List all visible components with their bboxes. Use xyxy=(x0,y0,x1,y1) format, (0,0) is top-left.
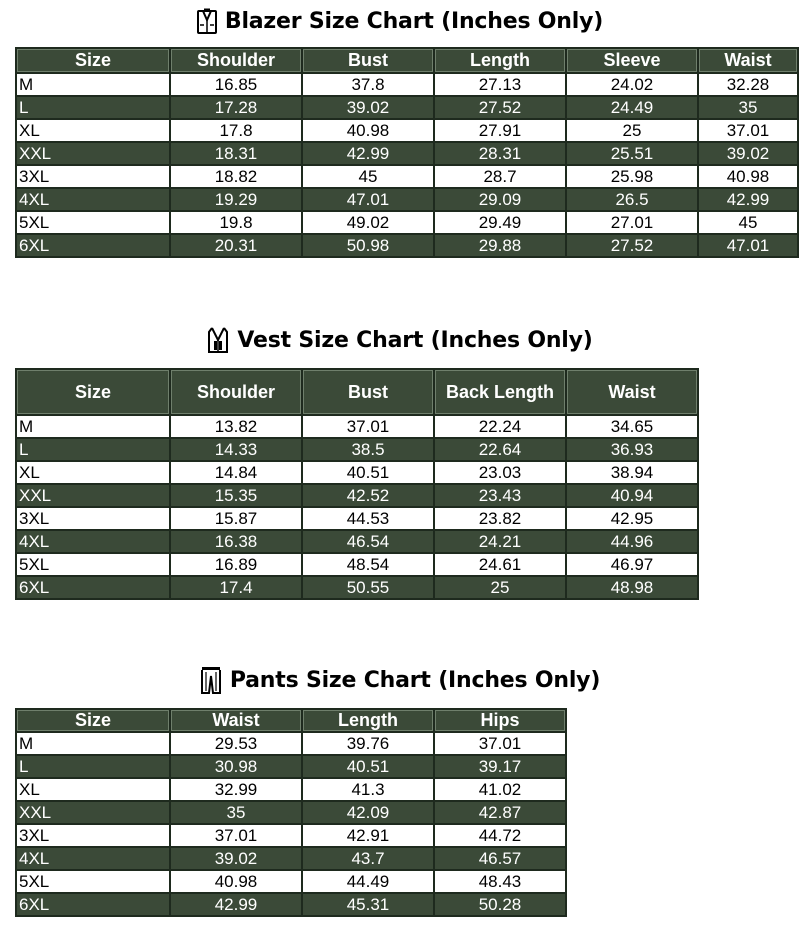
size-cell: M xyxy=(16,732,170,755)
measurement-cell: 44.49 xyxy=(302,870,434,893)
size-cell: 3XL xyxy=(16,165,170,188)
measurement-cell: 45 xyxy=(698,211,798,234)
column-header: Bust xyxy=(302,369,434,415)
size-cell: 3XL xyxy=(16,507,170,530)
measurement-cell: 25 xyxy=(434,576,566,599)
measurement-cell: 48.98 xyxy=(566,576,698,599)
table-row xyxy=(16,234,798,257)
measurement-cell: 35 xyxy=(698,96,798,119)
size-cell: XXL xyxy=(16,484,170,507)
size-cell: 4XL xyxy=(16,847,170,870)
column-header: Bust xyxy=(302,48,434,73)
measurement-cell: 16.38 xyxy=(170,530,302,553)
measurement-cell: 41.02 xyxy=(434,778,566,801)
header-row xyxy=(16,48,798,73)
measurement-cell: 39.17 xyxy=(434,755,566,778)
size-cell: 6XL xyxy=(16,893,170,916)
measurement-cell: 44.53 xyxy=(302,507,434,530)
measurement-cell: 15.35 xyxy=(170,484,302,507)
table-row xyxy=(16,732,566,755)
pants-chart-title xyxy=(0,664,800,696)
measurement-cell: 24.21 xyxy=(434,530,566,553)
column-header: Waist xyxy=(170,709,302,732)
blazer-title-text: Blazer Size Chart (Inches Only) xyxy=(224,8,604,34)
measurement-cell: 18.82 xyxy=(170,165,302,188)
measurement-cell: 29.49 xyxy=(434,211,566,234)
measurement-cell: 24.02 xyxy=(566,73,698,96)
measurement-cell: 40.98 xyxy=(698,165,798,188)
measurement-cell: 42.95 xyxy=(566,507,698,530)
size-cell: 6XL xyxy=(16,234,170,257)
column-header: Waist xyxy=(566,369,698,415)
measurement-cell: 27.01 xyxy=(566,211,698,234)
size-cell: 4XL xyxy=(16,530,170,553)
table-row xyxy=(16,461,698,484)
vest-icon xyxy=(207,326,229,354)
size-cell: L xyxy=(16,96,170,119)
column-header: Length xyxy=(434,48,566,73)
measurement-cell: 23.43 xyxy=(434,484,566,507)
measurement-cell: 37.01 xyxy=(302,415,434,438)
size-cell: 5XL xyxy=(16,553,170,576)
measurement-cell: 40.51 xyxy=(302,461,434,484)
size-cell: 5XL xyxy=(16,870,170,893)
vest-chart-title xyxy=(0,324,800,356)
pants-title-text: Pants Size Chart (Inches Only) xyxy=(229,667,601,693)
measurement-cell: 29.88 xyxy=(434,234,566,257)
measurement-cell: 15.87 xyxy=(170,507,302,530)
measurement-cell: 25.51 xyxy=(566,142,698,165)
table-row xyxy=(16,530,698,553)
measurement-cell: 37.01 xyxy=(170,824,302,847)
measurement-cell: 40.98 xyxy=(170,870,302,893)
table-row xyxy=(16,778,566,801)
blazer-icon xyxy=(197,8,217,34)
measurement-cell: 16.89 xyxy=(170,553,302,576)
measurement-cell: 22.64 xyxy=(434,438,566,461)
table-row xyxy=(16,824,566,847)
column-header: Size xyxy=(16,709,170,732)
measurement-cell: 13.82 xyxy=(170,415,302,438)
table-row xyxy=(16,96,798,119)
measurement-cell: 28.31 xyxy=(434,142,566,165)
blazer-chart-title xyxy=(0,6,800,36)
column-header: Length xyxy=(302,709,434,732)
measurement-cell: 35 xyxy=(170,801,302,824)
measurement-cell: 17.8 xyxy=(170,119,302,142)
measurement-cell: 44.96 xyxy=(566,530,698,553)
table-row xyxy=(16,188,798,211)
column-header: Back Length xyxy=(434,369,566,415)
header-row xyxy=(16,369,698,415)
table-row xyxy=(16,801,566,824)
measurement-cell: 14.84 xyxy=(170,461,302,484)
measurement-cell: 27.91 xyxy=(434,119,566,142)
table-row xyxy=(16,847,566,870)
measurement-cell: 25 xyxy=(566,119,698,142)
measurement-cell: 43.7 xyxy=(302,847,434,870)
measurement-cell: 23.03 xyxy=(434,461,566,484)
pants-icon xyxy=(200,666,222,694)
measurement-cell: 16.85 xyxy=(170,73,302,96)
measurement-cell: 45 xyxy=(302,165,434,188)
pants-size-table xyxy=(15,708,567,917)
size-cell: L xyxy=(16,755,170,778)
measurement-cell: 46.57 xyxy=(434,847,566,870)
measurement-cell: 40.94 xyxy=(566,484,698,507)
measurement-cell: 40.98 xyxy=(302,119,434,142)
measurement-cell: 25.98 xyxy=(566,165,698,188)
size-cell: 3XL xyxy=(16,824,170,847)
size-cell: M xyxy=(16,73,170,96)
table-row xyxy=(16,165,798,188)
size-cell: 6XL xyxy=(16,576,170,599)
size-cell: XL xyxy=(16,119,170,142)
measurement-cell: 46.54 xyxy=(302,530,434,553)
measurement-cell: 42.91 xyxy=(302,824,434,847)
measurement-cell: 37.01 xyxy=(434,732,566,755)
measurement-cell: 37.01 xyxy=(698,119,798,142)
size-cell: M xyxy=(16,415,170,438)
measurement-cell: 45.31 xyxy=(302,893,434,916)
measurement-cell: 29.53 xyxy=(170,732,302,755)
measurement-cell: 17.28 xyxy=(170,96,302,119)
column-header: Shoulder xyxy=(170,369,302,415)
measurement-cell: 42.99 xyxy=(170,893,302,916)
measurement-cell: 19.29 xyxy=(170,188,302,211)
table-row xyxy=(16,119,798,142)
measurement-cell: 39.76 xyxy=(302,732,434,755)
measurement-cell: 22.24 xyxy=(434,415,566,438)
measurement-cell: 20.31 xyxy=(170,234,302,257)
column-header: Shoulder xyxy=(170,48,302,73)
header-row xyxy=(16,709,566,732)
measurement-cell: 19.8 xyxy=(170,211,302,234)
column-header: Sleeve xyxy=(566,48,698,73)
measurement-cell: 27.52 xyxy=(434,96,566,119)
measurement-cell: 38.94 xyxy=(566,461,698,484)
measurement-cell: 48.54 xyxy=(302,553,434,576)
measurement-cell: 37.8 xyxy=(302,73,434,96)
measurement-cell: 38.5 xyxy=(302,438,434,461)
measurement-cell: 39.02 xyxy=(698,142,798,165)
size-cell: XXL xyxy=(16,801,170,824)
measurement-cell: 49.02 xyxy=(302,211,434,234)
table-row xyxy=(16,755,566,778)
measurement-cell: 24.49 xyxy=(566,96,698,119)
measurement-cell: 30.98 xyxy=(170,755,302,778)
table-row xyxy=(16,142,798,165)
table-row xyxy=(16,73,798,96)
measurement-cell: 40.51 xyxy=(302,755,434,778)
measurement-cell: 42.87 xyxy=(434,801,566,824)
table-row xyxy=(16,438,698,461)
measurement-cell: 14.33 xyxy=(170,438,302,461)
blazer-size-table xyxy=(15,47,799,258)
measurement-cell: 23.82 xyxy=(434,507,566,530)
measurement-cell: 42.99 xyxy=(302,142,434,165)
measurement-cell: 50.98 xyxy=(302,234,434,257)
table-row xyxy=(16,576,698,599)
measurement-cell: 26.5 xyxy=(566,188,698,211)
table-row xyxy=(16,893,566,916)
size-cell: XXL xyxy=(16,142,170,165)
table-row xyxy=(16,553,698,576)
size-cell: 5XL xyxy=(16,211,170,234)
measurement-cell: 36.93 xyxy=(566,438,698,461)
measurement-cell: 47.01 xyxy=(302,188,434,211)
measurement-cell: 34.65 xyxy=(566,415,698,438)
measurement-cell: 24.61 xyxy=(434,553,566,576)
table-row xyxy=(16,415,698,438)
measurement-cell: 27.13 xyxy=(434,73,566,96)
measurement-cell: 44.72 xyxy=(434,824,566,847)
measurement-cell: 17.4 xyxy=(170,576,302,599)
measurement-cell: 41.3 xyxy=(302,778,434,801)
measurement-cell: 39.02 xyxy=(302,96,434,119)
measurement-cell: 48.43 xyxy=(434,870,566,893)
measurement-cell: 32.28 xyxy=(698,73,798,96)
column-header: Size xyxy=(16,369,170,415)
measurement-cell: 47.01 xyxy=(698,234,798,257)
column-header: Hips xyxy=(434,709,566,732)
measurement-cell: 50.55 xyxy=(302,576,434,599)
measurement-cell: 42.99 xyxy=(698,188,798,211)
measurement-cell: 42.52 xyxy=(302,484,434,507)
vest-size-table xyxy=(15,368,699,600)
measurement-cell: 27.52 xyxy=(566,234,698,257)
size-cell: 4XL xyxy=(16,188,170,211)
table-row xyxy=(16,870,566,893)
table-row xyxy=(16,507,698,530)
measurement-cell: 46.97 xyxy=(566,553,698,576)
size-cell: L xyxy=(16,438,170,461)
measurement-cell: 42.09 xyxy=(302,801,434,824)
measurement-cell: 29.09 xyxy=(434,188,566,211)
measurement-cell: 50.28 xyxy=(434,893,566,916)
size-cell: XL xyxy=(16,461,170,484)
column-header: Size xyxy=(16,48,170,73)
vest-title-text: Vest Size Chart (Inches Only) xyxy=(237,327,593,353)
measurement-cell: 28.7 xyxy=(434,165,566,188)
column-header: Waist xyxy=(698,48,798,73)
table-row xyxy=(16,484,698,507)
measurement-cell: 18.31 xyxy=(170,142,302,165)
size-cell: XL xyxy=(16,778,170,801)
measurement-cell: 32.99 xyxy=(170,778,302,801)
measurement-cell: 39.02 xyxy=(170,847,302,870)
table-row xyxy=(16,211,798,234)
